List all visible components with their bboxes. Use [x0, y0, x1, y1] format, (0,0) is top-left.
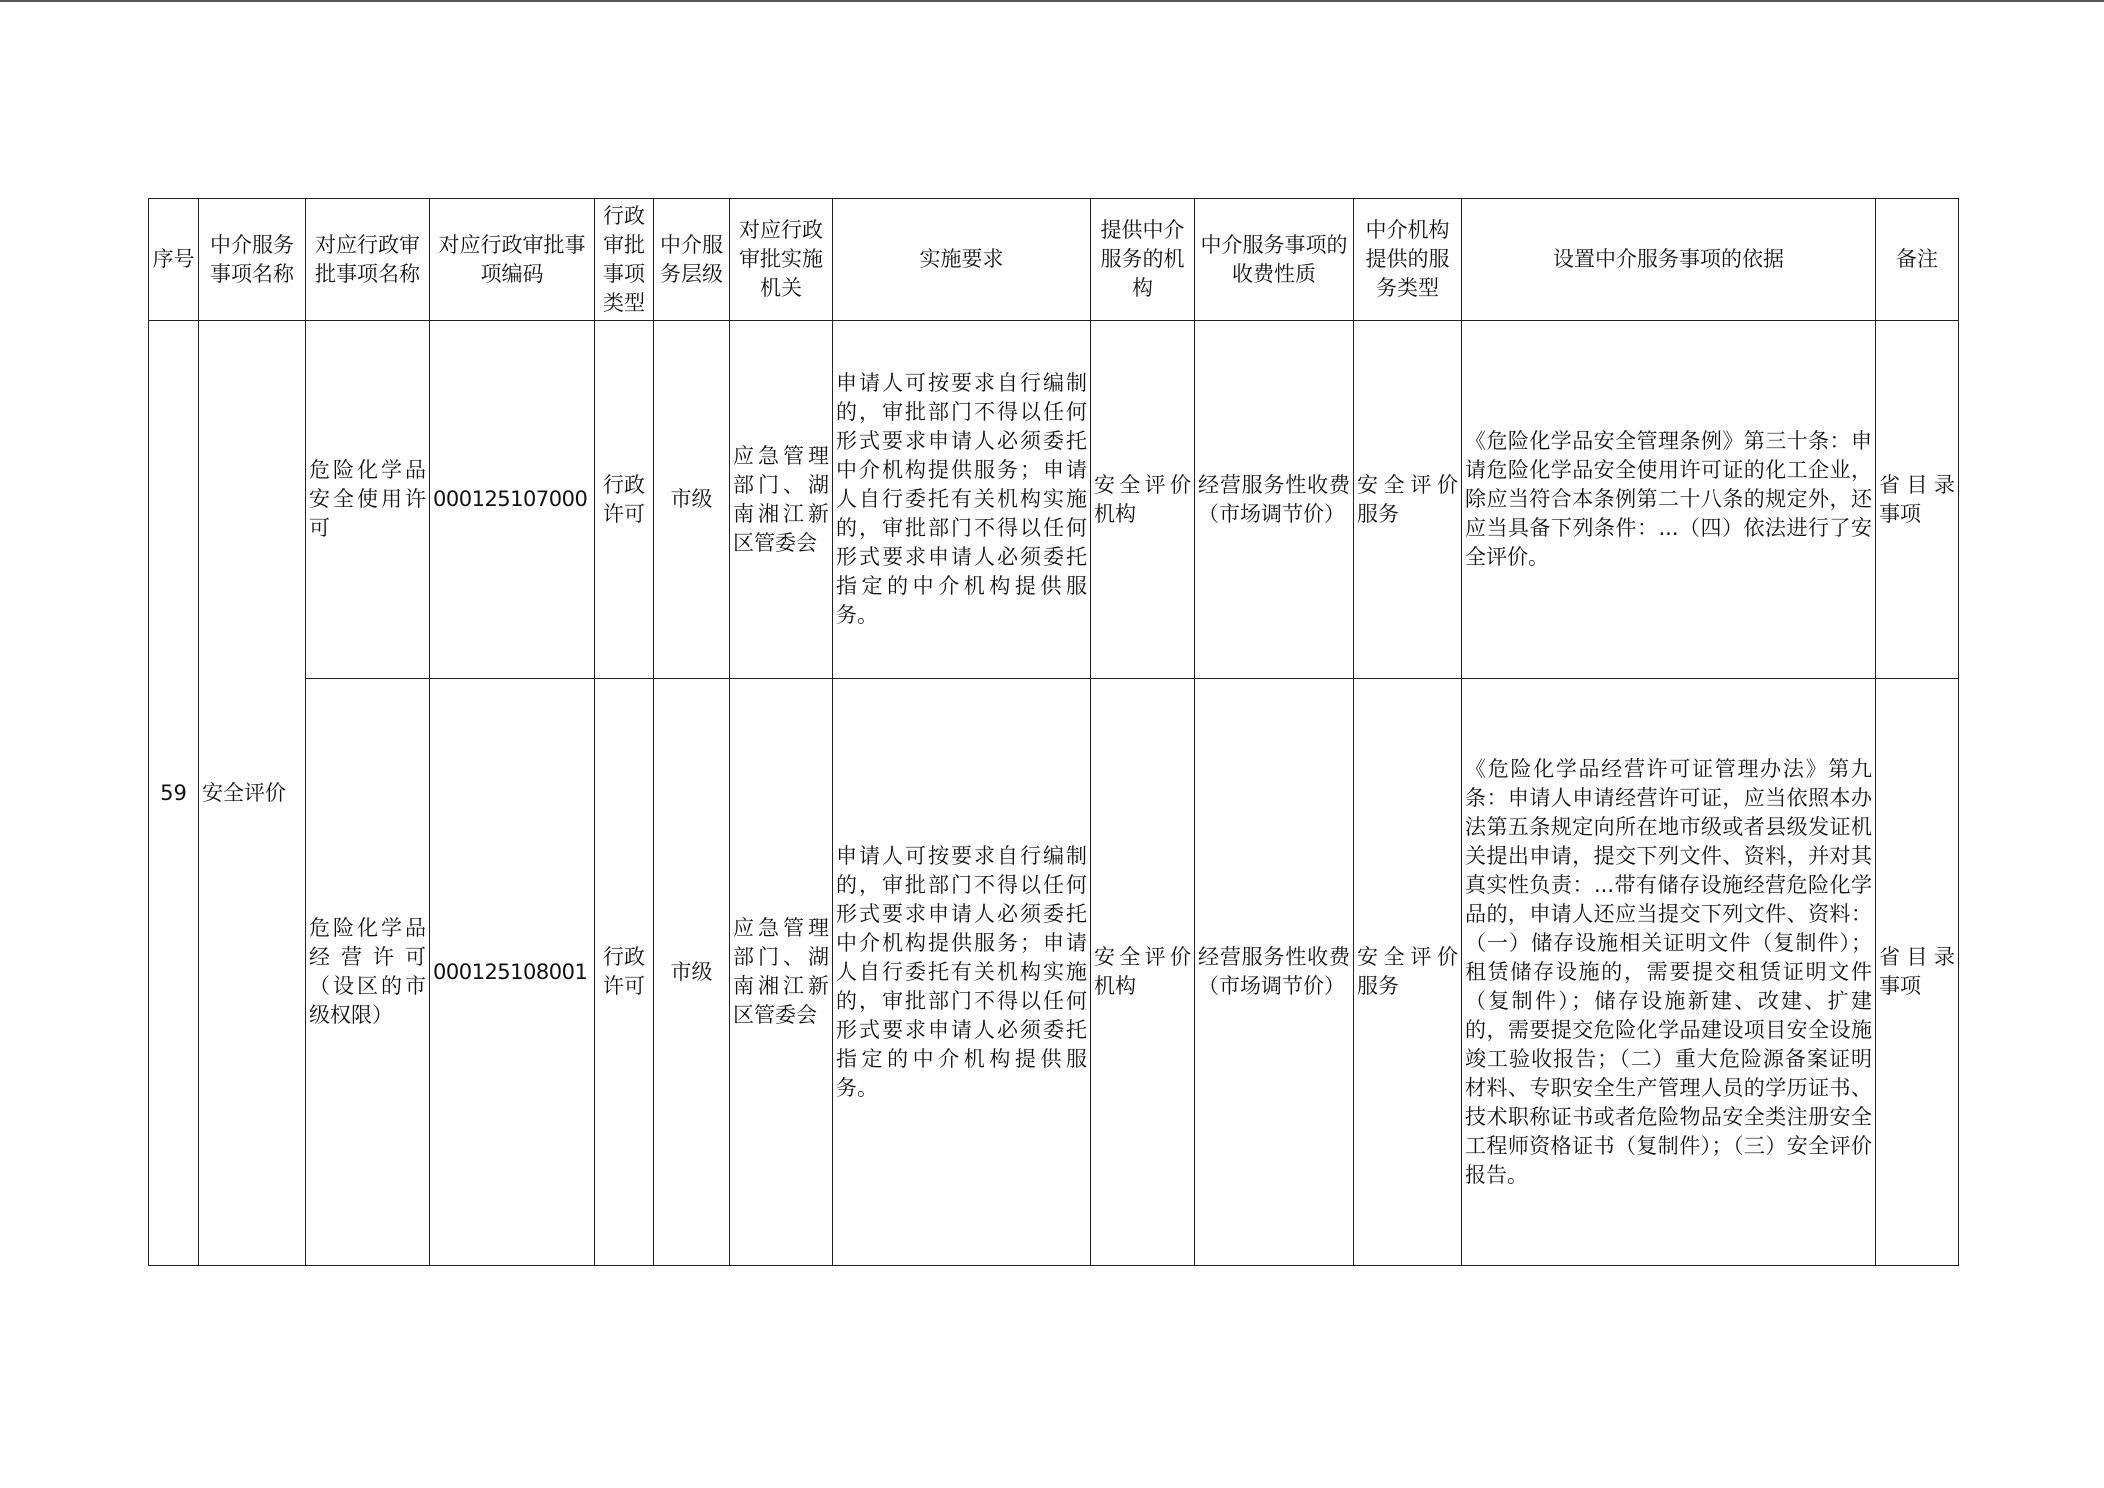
header-approval-type: 行政审批事项类型: [595, 199, 654, 321]
header-seq: 序号: [149, 199, 199, 321]
header-approval-code: 对应行政审批事项编码: [430, 199, 595, 321]
cell-approval-type: 行政许可: [595, 679, 654, 1266]
cell-service-name: 安全评价: [199, 321, 306, 1266]
cell-requirements: 申请人可按要求自行编制的，审批部门不得以任何形式要求申请人必须委托中介机构提供服务；申请人自行委托有关机构实施的，审批部门不得以任何形式要求申请人必须委托指定的中介机构提供服务。: [833, 321, 1091, 679]
cell-approval-name: 危险化学品经营许可（设区的市级权限）: [306, 679, 430, 1266]
cell-service-type: 安全评价服务: [1354, 679, 1462, 1266]
table-header-row: [149, 199, 1959, 321]
cell-level: 市级: [654, 679, 730, 1266]
cell-seq: 59: [149, 321, 199, 1266]
cell-approval-code: 000125107000: [430, 321, 595, 679]
header-remark: 备注: [1876, 199, 1959, 321]
cell-approval-code: 000125108001: [430, 679, 595, 1266]
cell-fee-nature: 经营服务性收费（市场调节价）: [1195, 679, 1354, 1266]
intermediary-services-table: [148, 198, 1959, 1266]
page-top-rule: [0, 0, 2104, 2]
cell-remark: 省目录事项: [1876, 321, 1959, 679]
table-row: [149, 321, 1959, 679]
cell-authority: 应急管理部门、湖南湘江新区管委会: [730, 679, 833, 1266]
header-basis: 设置中介服务事项的依据: [1462, 199, 1876, 321]
table-row: [149, 679, 1959, 1266]
cell-basis: 《危险化学品安全管理条例》第三十条：申请危险化学品安全使用许可证的化工企业，除应当符合本条例第二十八条的规定外，还应当具备下列条件：...（四）依法进行了安全评价。: [1462, 321, 1876, 679]
cell-approval-name: 危险化学品安全使用许可: [306, 321, 430, 679]
cell-level: 市级: [654, 321, 730, 679]
header-provider: 提供中介服务的机构: [1091, 199, 1195, 321]
header-authority: 对应行政审批实施机关: [730, 199, 833, 321]
cell-service-type: 安全评价服务: [1354, 321, 1462, 679]
cell-requirements: 申请人可按要求自行编制的，审批部门不得以任何形式要求申请人必须委托中介机构提供服务；申请人自行委托有关机构实施的，审批部门不得以任何形式要求申请人必须委托指定的中介机构提供服务。: [833, 679, 1091, 1266]
cell-provider: 安全评价机构: [1091, 679, 1195, 1266]
header-level: 中介服务层级: [654, 199, 730, 321]
cell-provider: 安全评价机构: [1091, 321, 1195, 679]
header-approval-name: 对应行政审批事项名称: [306, 199, 430, 321]
cell-remark: 省目录事项: [1876, 679, 1959, 1266]
header-service-name: 中介服务事项名称: [199, 199, 306, 321]
header-requirements: 实施要求: [833, 199, 1091, 321]
header-fee-nature: 中介服务事项的收费性质: [1195, 199, 1354, 321]
cell-authority: 应急管理部门、湖南湘江新区管委会: [730, 321, 833, 679]
cell-approval-type: 行政许可: [595, 321, 654, 679]
header-service-type: 中介机构提供的服务类型: [1354, 199, 1462, 321]
cell-fee-nature: 经营服务性收费（市场调节价）: [1195, 321, 1354, 679]
cell-basis: 《危险化学品经营许可证管理办法》第九条：申请人申请经营许可证，应当依照本办法第五条规定向所在地市级或者县级发证机关提出申请，提交下列文件、资料，并对其真实性负责：...带有储存设施经营危险化学品的，申请人还应当提交下列文件、资料：（一）储存设施相关证明文件（复制件）；租赁储存设施的，需要提交租赁证明文件（复制件）；储存设施新建、改建、扩建的，需要提交危险化学品建设项目安全设施竣工验收报告；（二）重大危险源备案证明材料、专职安全生产管理人员的学历证书、技术职称证书或者危险物品安全类注册安全工程师资格证书（复制件）；（三）安全评价报告。: [1462, 679, 1876, 1266]
